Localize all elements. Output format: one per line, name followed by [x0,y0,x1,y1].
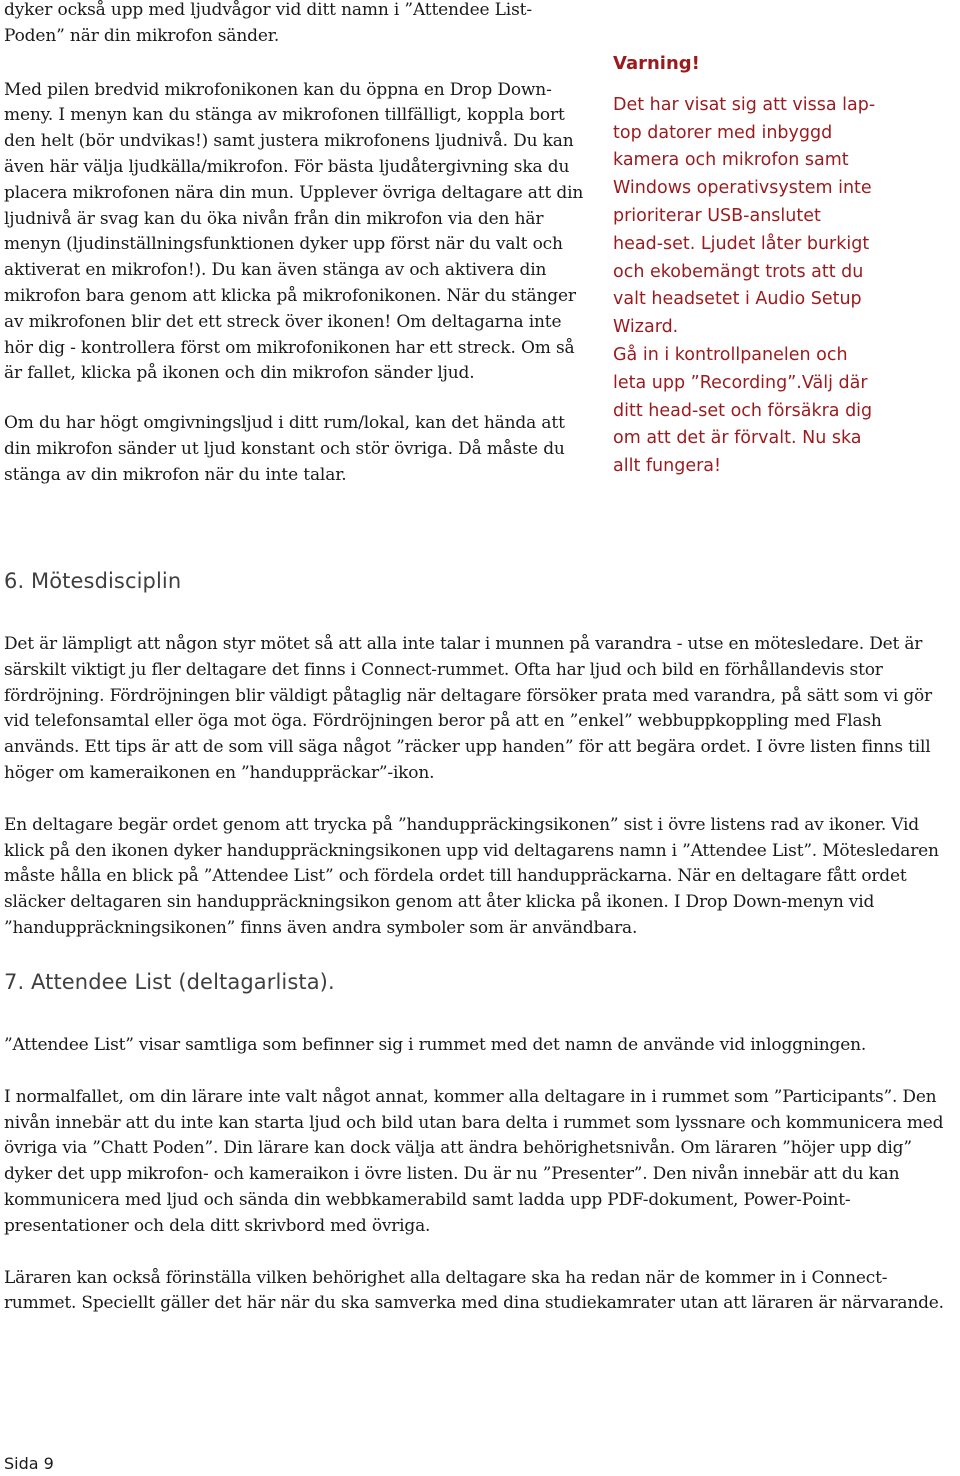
ambient-noise-paragraph: Om du har högt omgivningsljud i ditt rum/lokal, kan det hända att din mikrofon sänder ut ljud konstant och stör övriga. Då måste du stänga av din mikrofon när du inte talar. [4,413,565,485]
participant-levels-paragraph: I normalfallet, om din lärare inte valt något annat, kommer alla deltagare in i rummet som ”Participants”. Den nivån innebär att du inte kan starta ljud och bild utan bara delta i rummet som lyssnare och kommunicera med övriga via ”Chatt Poden”. Din lärare kan dock välja att ändra behörighetsnivån. Om läraren ”höjer upp dig” dyker det upp mikrofon- och kameraikon i övre listen. Du är nu ”Presenter”. Den nivån innebär att du kan kommunicera med ljud och sända din webbkamerabild samt ladda upp PDF-dokument, Power-Point-presentationer och dela ditt skrivbord med övriga. [4,1086,944,1236]
meeting-discipline-paragraph: Det är lämpligt att någon styr mötet så att alla inte talar i munnen på varandra - utse en mötesledare. Det är särskilt viktigt ju fler deltagare det finns i Connect-rummet. Ofta har ljud och bild en förhållandevis stor fördröjning. Fördröjningen blir väldigt påtaglig när deltagare försöker prata med varandra, på sätt som vi gör vid telefonsamtal eller öga mot öga. Fördröjningen beror på att en ”enkel” webbuppkoppling med Flash används. Ett tips är att de som vill säga något ”räcker upp handen” för att begära ordet. I övre listen finns till höger om kameraikonen en ”handuppräckar”-ikon. [4,634,932,783]
warning-title: Varning! [613,53,700,74]
warning-text: Det har visat sig att vissa lap- top datorer med inbyggd kamera och mikrofon samt Windows operativsystem inte prioriterar USB-anslutet head-set. Ljudet låter burkigt och ekobemängt trots att du valt headsetet i Audio Setup Wizard. Gå in i kontrollpanelen och leta upp ”Recording”.Välj där ditt head-set och försäkra dig om att det är förvalt. Nu ska allt fungera! [613,94,876,477]
section-7-body [4,1033,958,1317]
section-7-title: 7. Attendee List (deltagarlista). [4,970,335,994]
warning-sidebar [613,50,913,481]
top-left-text-column [4,0,589,513]
page-number: Sida 9 [4,1454,54,1473]
section-6-title: 6. Mötesdisciplin [4,569,182,593]
section-6-body [4,632,958,942]
intro-paragraph: dyker också upp med ljudvågor vid ditt namn i ”Attendee List-Poden” när din mikrofon sänder. [4,0,532,46]
attendee-list-paragraph: ”Attendee List” visar samtliga som befinner sig i rummet med det namn de använde vid inloggningen. [4,1035,867,1055]
hand-raise-paragraph: En deltagare begär ordet genom att trycka på ”handuppräckingsikonen” sist i övre listens rad av ikoner. Vid klick på den ikonen dyker handuppräckningsikonen upp vid deltagarens namn i ”Attendee List”. Mötesledaren måste hålla en blick på ”Attendee List” och fördela ordet till handuppräckarna. När en deltagare fått ordet släcker deltagaren sin handuppräckningsikon genom att åter klicka på ikonen. I Drop Down-menyn vid ”handuppräckningsikonen” finns även andra symboler som är användbara. [4,814,939,938]
microphone-menu-paragraph: Med pilen bredvid mikrofonikonen kan du öppna en Drop Down-meny. I menyn kan du stänga av mikrofonen tillfälligt, koppla bort den helt (bör undvikas!) samt justera mikrofonens ljudnivå. Du kan även här välja ljudkälla/mikrofon. För bästa ljudåtergivning ska du placera mikrofonen nära din mun. Upplever övriga deltagare att din ljudnivå är svag kan du öka nivån från din mikrofon via den här menyn (ljudinställningsfunktionen dyker upp först när du valt och aktiverat en mikrofon!). Du kan även stänga av och aktivera din mikrofon bara genom att klicka på mikrofonikonen. När du stänger av mikrofonen blir det ett streck över ikonen! Om deltagarna inte hör dig - kontrollera först om mikrofonikonen har ett streck. Om så är fallet, klicka på ikonen och din mikrofon sänder ljud. [4,79,584,384]
teacher-permissions-paragraph: Läraren kan också förinställa vilken behörighet alla deltagare ska ha redan när de kommer in i Connect-rummet. Speciellt gäller det här när du ska samverka med dina studiekamrater utan att läraren är närvarande. [4,1267,944,1314]
